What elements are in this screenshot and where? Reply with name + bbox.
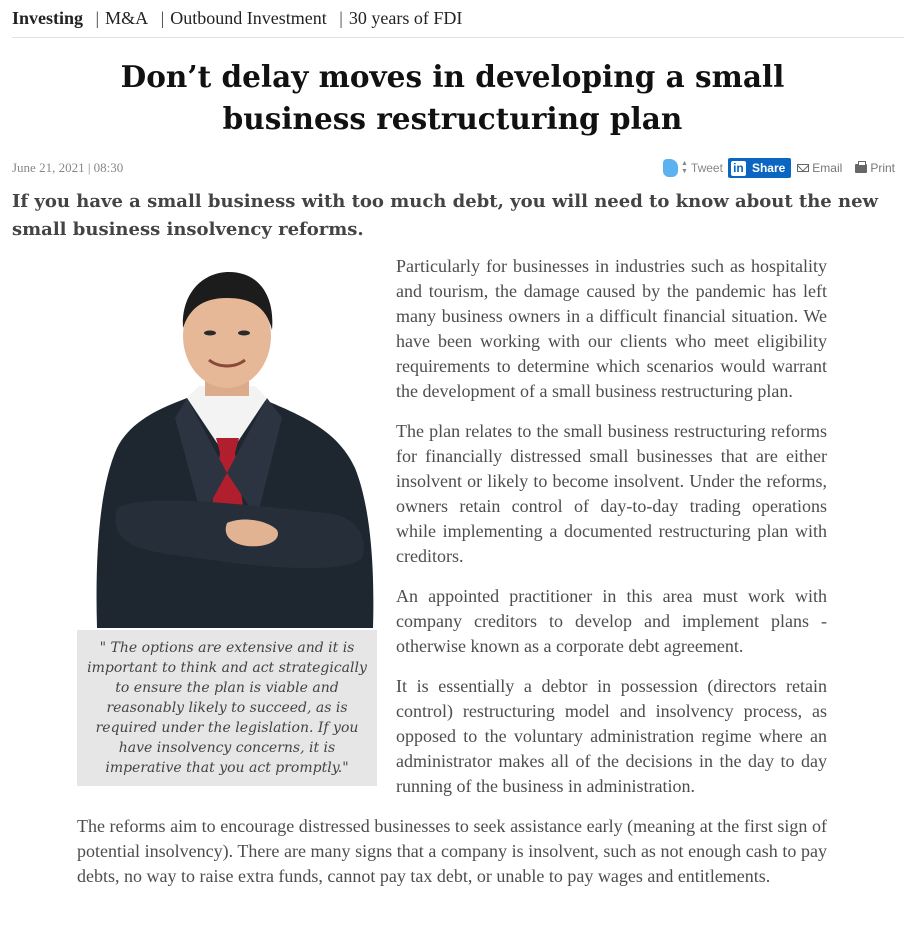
nav-separator: |	[339, 8, 343, 28]
body-paragraph: An appointed practitioner in this area must work with company creditors to develop and implement plans - otherwise known as a corporate debt agreement.	[396, 586, 827, 656]
linkedin-icon: in	[731, 161, 746, 176]
nav-item-30-years-fdi[interactable]: 30 years of FDI	[348, 8, 463, 28]
nav-item-investing[interactable]: Investing	[12, 8, 84, 28]
title-line-2: business restructuring plan	[222, 101, 683, 136]
article-body	[77, 254, 827, 904]
body-paragraph: The reforms aim to encourage distressed businesses to seek assistance early (meaning at the first sign of potential insolvency). There are many signs that a company is insolvent, such as not enough cash to pay debts, no way to raise extra funds, cannot pay tax debt, or unable to pay wages and entitlements.	[77, 816, 827, 886]
nav-separator: |	[160, 8, 165, 28]
article-date: June 21, 2021 | 08:30	[12, 160, 124, 175]
article-lead: If you have a small business with too much debt, you will need to know about the new small business insolvency reforms.	[12, 191, 879, 240]
section-nav	[12, 8, 904, 38]
author-photo-illustration	[77, 258, 382, 628]
email-button[interactable]: Email	[812, 161, 843, 175]
body-paragraph: The plan relates to the small business restructuring reforms for financially distressed small businesses that are either insolvent or likely to become insolvent. Under the reforms, owners retain control of day-to-day trading operations while implementing a documented restructuring plan with creditors.	[396, 421, 827, 566]
title-line-1: Don’t delay moves in developing a small	[120, 59, 785, 94]
vote-arrows-icon: ▲ ▼	[680, 160, 688, 175]
print-button[interactable]: Print	[870, 161, 895, 175]
author-photo	[77, 258, 382, 628]
tweet-button[interactable]: Tweet	[690, 161, 723, 175]
nav-item-outbound-investment[interactable]: Outbound Investment	[170, 8, 327, 28]
nav-item-ma[interactable]: M&A	[105, 8, 149, 28]
pull-quote: " The options are extensive and it is important to think and act strategically to ensure the plan is viable and reasonably likely to succeed, as is required under the legislation. If you have insolvency concerns, it is imperative that you act promptly."	[77, 630, 377, 786]
article-title	[60, 56, 845, 140]
email-icon	[797, 164, 809, 172]
linkedin-share-button[interactable]	[728, 158, 791, 178]
body-paragraph: It is essentially a debtor in possession (directors retain control) restructuring model and insolvency process, as opposed to the voluntary administration regime where an administrator makes all of the decisions in the day to day running of the business in administration.	[396, 676, 827, 796]
linkedin-share-label: Share	[751, 161, 786, 175]
share-bar	[663, 157, 895, 179]
author-figure	[77, 258, 382, 788]
twitter-bird-icon[interactable]	[663, 159, 678, 177]
body-paragraph: Particularly for businesses in industries such as hospitality and tourism, the damage caused by the pandemic has left many business owners in a difficult financial situation. We have been working with our clients who meet eligibility requirements to determine which scenarios would warrant the development of a small business restructuring plan.	[396, 256, 827, 401]
nav-separator: |	[95, 8, 100, 28]
print-icon	[855, 164, 867, 173]
